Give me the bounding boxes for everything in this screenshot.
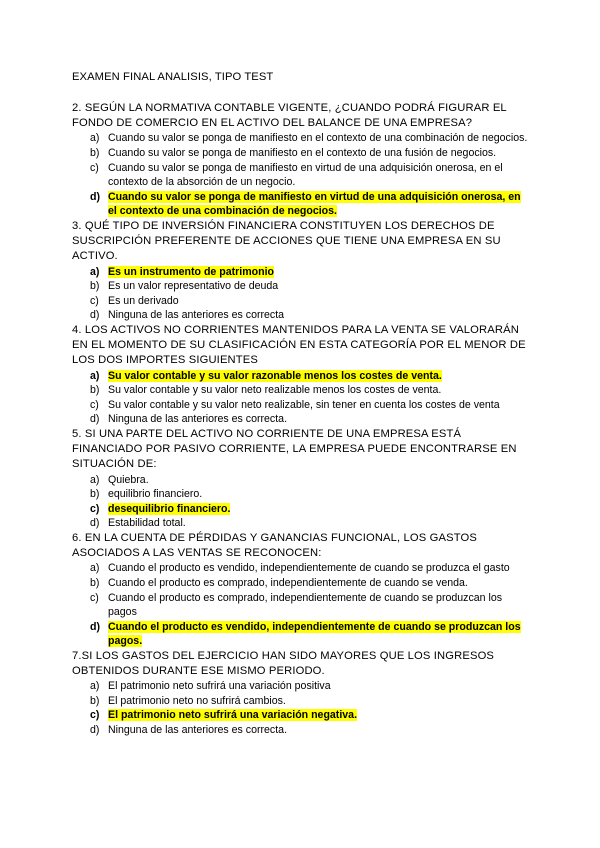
option-letter: a) — [90, 265, 100, 278]
option-letter: b) — [90, 280, 100, 293]
option-text: El patrimonio neto sufrirá una variación positiva — [108, 680, 331, 693]
option-item — [72, 146, 532, 161]
option-letter: c) — [90, 294, 99, 307]
option-text: Ninguna de las anteriores es correcta. — [108, 413, 288, 426]
correct-option — [72, 708, 532, 723]
option-text: Cuando el producto es comprado, independientemente de cuando se venda. — [108, 576, 468, 589]
option-list — [72, 679, 532, 737]
option-letter: c) — [90, 591, 99, 604]
question-text: 3. QUÉ TIPO DE INVERSIÓN FINANCIERA CONSTITUYEN LOS DERECHOS DE SUSCRIPCIÓN PREFERENTE DE ACCIONES QUE TIENE UNA EMPRESA EN SU ACTIVO. — [72, 219, 501, 263]
option-letter: d) — [90, 517, 100, 530]
option-letter: c) — [90, 709, 100, 722]
option-text: equilibrio financiero. — [108, 488, 203, 501]
option-letter: d) — [90, 724, 100, 737]
option-item — [72, 473, 532, 488]
question-text: 6. EN LA CUENTA DE PÉRDIDAS Y GANANCIAS FUNCIONAL, LOS GASTOS ASOCIADOS A LAS VENTAS SE RECONOCEN: — [72, 531, 477, 560]
option-item — [72, 161, 532, 190]
option-letter: b) — [90, 147, 100, 159]
option-text: El patrimonio neto no sufrirá cambios. — [108, 694, 286, 707]
option-letter: c) — [90, 161, 99, 174]
option-item — [72, 294, 532, 309]
option-text: Cuando el producto es vendido, independientemente de cuando se produzca el gasto — [108, 562, 510, 575]
question-block — [72, 649, 532, 738]
option-letter: b) — [90, 576, 100, 589]
option-letter: d) — [90, 413, 100, 426]
option-item — [72, 308, 532, 323]
option-letter: a) — [90, 473, 100, 486]
option-item — [72, 131, 532, 146]
option-item — [72, 487, 532, 502]
option-text: Su valor contable y su valor razonable menos los costes de venta. — [108, 369, 442, 382]
option-text: Ninguna de las anteriores es correcta — [108, 309, 285, 322]
option-item — [72, 591, 532, 620]
option-text: Cuando su valor se ponga de manifiesto en virtud de una adquisición onerosa, en el contexto de la absorción de un negocio. — [108, 161, 503, 189]
question-text: 7.SI LOS GASTOS DEL EJERCICIO HAN SIDO MAYORES QUE LOS INGRESOS OBTENIDOS DURANTE ESE MISMO PERIODO. — [72, 649, 495, 678]
option-item — [72, 516, 532, 531]
correct-option — [72, 265, 532, 280]
option-item — [72, 723, 532, 738]
option-list — [72, 561, 532, 649]
option-text: Es un instrumento de patrimonio — [108, 265, 274, 278]
option-letter: d) — [90, 620, 100, 633]
option-letter: b) — [90, 384, 100, 397]
option-text: Su valor contable y su valor neto realizable menos los costes de venta. — [108, 384, 442, 397]
document-title: EXAMEN FINAL ANALISIS, TIPO TEST — [72, 71, 274, 83]
option-text: Estabilidad total. — [108, 517, 186, 530]
option-item — [72, 279, 532, 294]
option-letter: a) — [90, 562, 100, 575]
question-list — [72, 101, 532, 738]
correct-option — [72, 620, 532, 649]
option-item — [72, 383, 532, 398]
option-item — [72, 679, 532, 694]
option-item — [72, 576, 532, 591]
option-text: desequilibrio financiero. — [108, 502, 231, 515]
question-block — [72, 101, 532, 219]
option-letter: b) — [90, 694, 100, 707]
option-text: Cuando su valor se ponga de manifiesto en el contexto de una fusión de negocios. — [108, 147, 497, 159]
option-letter: c) — [90, 502, 100, 515]
option-text: Quiebra. — [108, 473, 149, 486]
option-text: El patrimonio neto sufrirá una variación negativa. — [108, 709, 358, 722]
option-item — [72, 561, 532, 576]
option-text: Ninguna de las anteriores es correcta. — [108, 724, 288, 737]
question-block — [72, 219, 532, 323]
option-item — [72, 398, 532, 413]
option-letter: c) — [90, 398, 99, 411]
option-letter: a) — [90, 369, 100, 382]
option-text: Su valor contable y su valor neto realizable, sin tener en cuenta los costes de venta — [108, 398, 500, 411]
option-text: Cuando su valor se ponga de manifiesto en virtud de una adquisición onerosa, en el contexto de una combinación de negocios. — [108, 190, 521, 218]
option-letter: a) — [90, 680, 100, 693]
option-text: Cuando su valor se ponga de manifiesto en el contexto de una combinación de negocios. — [108, 132, 528, 145]
option-list — [72, 369, 532, 427]
question-text: 4. LOS ACTIVOS NO CORRIENTES MANTENIDOS PARA LA VENTA SE VALORARÁN EN EL MOMENTO DE SU CLASIFICACIÓN EN ESTA CATEGORÍA POR EL MENOR DE LOS DOS IMPORTES SIGUIENTES — [72, 323, 526, 367]
option-list — [72, 265, 532, 323]
option-list — [72, 473, 532, 531]
option-text: Cuando el producto es vendido, independientemente de cuando se produzcan los pagos. — [108, 620, 521, 648]
question-text: 5. SI UNA PARTE DEL ACTIVO NO CORRIENTE DE UNA EMPRESA ESTÁ FINANCIADO POR PASIVO CORRIENTE, LA EMPRESA PUEDE ENCONTRARSE EN SITUACIÓN DE: — [72, 427, 517, 471]
option-text: Es un derivado — [108, 294, 179, 307]
option-letter: b) — [90, 488, 100, 501]
option-text: Es un valor representativo de deuda — [108, 280, 279, 293]
correct-option — [72, 369, 532, 384]
option-letter: a) — [90, 132, 100, 145]
option-item — [72, 694, 532, 709]
correct-option — [72, 190, 532, 219]
option-letter: d) — [90, 190, 100, 203]
option-list — [72, 131, 532, 219]
question-text: 2. SEGÚN LA NORMATIVA CONTABLE VIGENTE, ¿CUANDO PODRÁ FIGURAR EL FONDO DE COMERCIO EN EL ACTIVO DEL BALANCE DE UNA EMPRESA? — [72, 102, 507, 130]
question-block — [72, 427, 532, 531]
option-item — [72, 412, 532, 427]
option-text: Cuando el producto es comprado, independientemente de cuando se produzcan los pagos — [108, 591, 503, 619]
question-block — [72, 323, 532, 427]
question-block — [72, 531, 532, 649]
correct-option — [72, 502, 532, 517]
option-letter: d) — [90, 309, 100, 322]
